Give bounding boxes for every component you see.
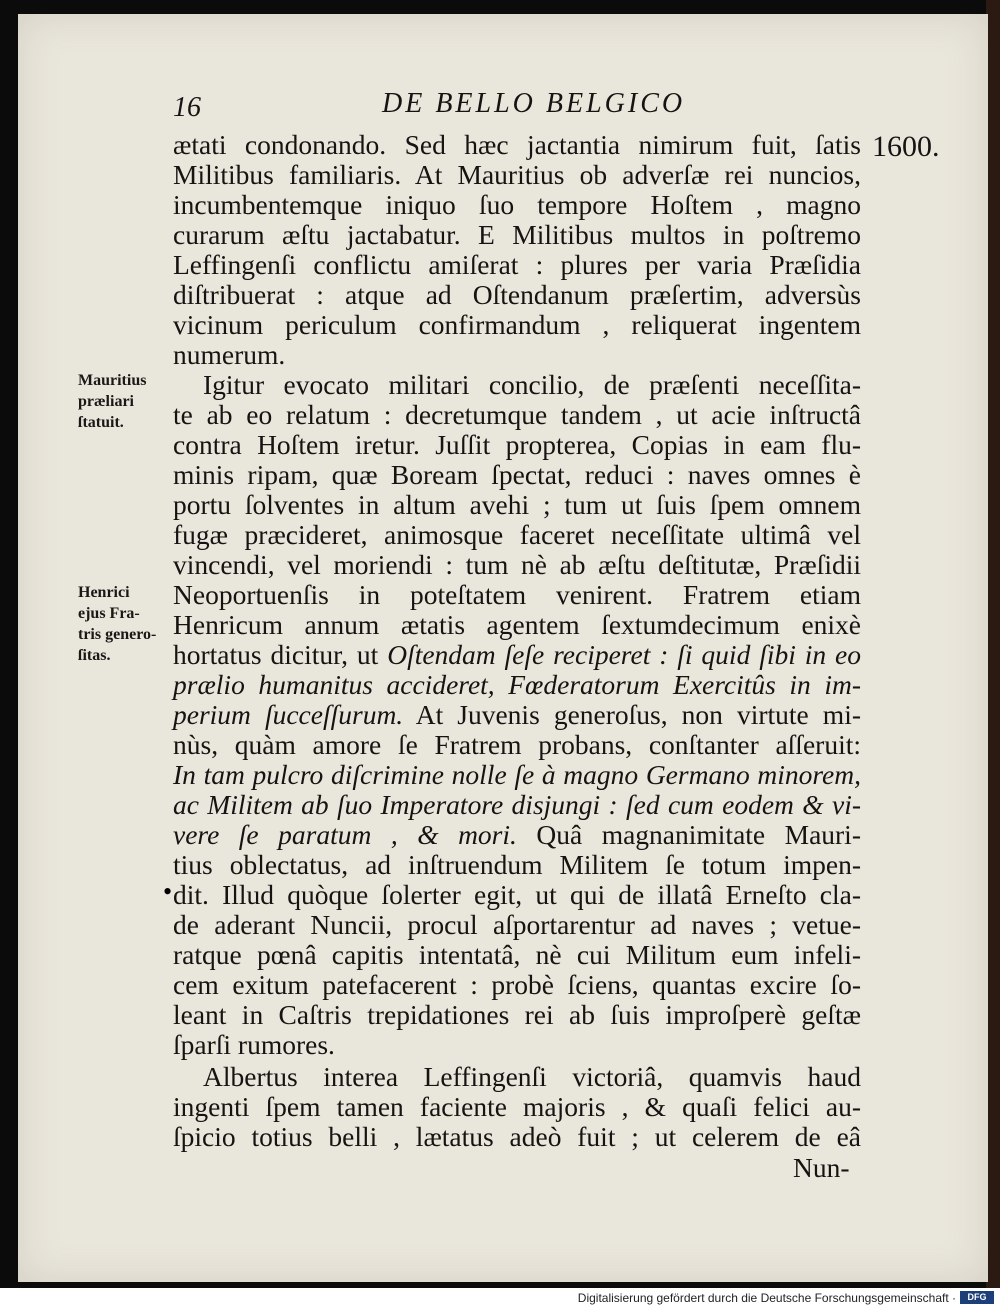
text-line-20 <box>173 700 861 730</box>
text-line-20-roman: At Juvenis generoſus, non virtute mi- <box>403 699 861 730</box>
margin-note-line: Mauritius <box>78 372 147 389</box>
margin-note-line: præliari <box>78 393 134 410</box>
text-line-17: Henricum annum ætatis agentem ſextumdecimum enixè <box>173 609 861 640</box>
text-line-18-italic: Oſtendam ſeſe reciperet : ſi quid ſibi in eo <box>387 639 861 670</box>
margin-note-mauritius <box>78 370 146 433</box>
margin-note-line: ſitas. <box>78 647 111 664</box>
text-line-10: te ab eo relatum : decretumque tandem , ut acie inſtructâ <box>173 399 861 430</box>
margin-note-line: tris genero- <box>78 626 157 643</box>
text-line-15: vincendi, vel moriendi : tum nè ab æſtu deſtitutæ, Præſidii <box>173 549 861 580</box>
text-line-34: ſpicio totius belli , lætatus adeò fuit ; ut celerem de eâ <box>173 1121 861 1152</box>
margin-note-line: ſtatuit. <box>78 414 124 431</box>
footer-bar <box>0 1288 1000 1307</box>
text-line-13: portu ſolventes in altum avehi ; tum ut ſuis ſpem omnem <box>173 489 861 520</box>
text-line-9: Igitur evocato militari concilio, de præſenti neceſſita- <box>203 369 861 400</box>
text-line-31: ſparſi rumores. <box>173 1029 335 1060</box>
text-line-14: fugæ præcideret, animosque faceret neceſſitate ultimâ vel <box>173 519 861 550</box>
text-line-26: dit. Illud quòque ſolerter egit, ut qui de illatâ Erneſto cla- <box>173 879 861 910</box>
margin-note-henrici <box>78 582 156 666</box>
text-line-24-roman: Quâ magnanimitate Mauri- <box>516 819 861 850</box>
text-line-30: leant in Caſtris trepidationes rei ab ſuis improſperè geſtæ <box>173 999 861 1030</box>
text-line-3: incumbentemque iniquo ſuo tempore Hoſtem , magno <box>173 189 861 220</box>
text-line-20-italic: perium ſucceſſurum. <box>173 699 404 730</box>
book-cover-edge <box>986 0 1000 1288</box>
text-line-7: vicinum periculum confirmandum , reliquerat ingentem <box>173 309 861 340</box>
catchword: Nun- <box>793 1152 850 1183</box>
text-line-19: prælio humanitus accideret, Fœderatorum Exercitûs in im- <box>173 669 861 700</box>
text-line-18-roman: hortatus dicitur, ut <box>173 639 388 670</box>
text-line-28: ratque pœnâ capitis intentatâ, nè cui Militum eum infeli- <box>173 939 861 970</box>
text-line-5: Leffingenſi conflictu amiſerat : plures per varia Præſidia <box>173 249 861 280</box>
text-line-23: ac Militem ab ſuo Imperatore disjungi : ſed cum eodem & vi- <box>173 789 861 820</box>
text-line-29: cem exitum patefacerent : probè ſciens, quantas excire ſo- <box>173 969 861 1000</box>
text-line-8: numerum. <box>173 339 286 370</box>
margin-note-line: Henrici <box>78 584 130 601</box>
text-line-16: Neoportuenſis in poteſtatem venirent. Fratrem etiam <box>173 579 861 610</box>
text-line-11: contra Hoſtem iretur. Juſſit propterea, Copias in eam flu- <box>173 429 861 460</box>
text-line-25: tius oblectatus, ad inſtruendum Militem ſe totum impen- <box>173 849 861 880</box>
text-line-1: ætati condonando. Sed hæc jactantia nimirum fuit, ſatis <box>173 129 861 160</box>
text-line-12: minis ripam, quæ Boream ſpectat, reduci : naves omnes è <box>173 459 861 490</box>
text-line-4: curarum æſtu jactabatur. E Militibus multos in poſtremo <box>173 219 861 250</box>
text-line-32: Albertus interea Leffingenſi victoriâ, quamvis haud <box>203 1061 861 1092</box>
text-line-27: de aderant Nuncii, procul aſportarentur ad naves ; vetue- <box>173 909 861 940</box>
text-line-24 <box>173 820 861 850</box>
bullet-mark: • <box>163 877 173 906</box>
text-line-18 <box>173 640 861 670</box>
dfg-logo: DFG <box>960 1291 994 1304</box>
page-number: 16 <box>173 92 201 123</box>
text-line-6: diſtribuerat : atque ad Oſtendanum præſertim, adversùs <box>173 279 861 310</box>
footer-credit: Digitalisierung gefördert durch die Deutsche Forschungsgemeinschaft · <box>577 1291 956 1305</box>
text-line-21: nùs, quàm amore ſe Fratrem probans, conſtanter aſſeruit: <box>173 729 861 760</box>
margin-note-line: ejus Fra- <box>78 605 140 622</box>
text-line-2: Militibus familiaris. At Mauritius ob adverſæ rei nuncios, <box>173 159 861 190</box>
running-head: DE BELLO BELGICO <box>382 88 686 119</box>
year-marginal: 1600. <box>872 130 940 163</box>
text-line-22: In tam pulcro diſcrimine nolle ſe à magno Germano minorem, <box>173 759 861 790</box>
text-line-24-italic: vere ſe paratum , & mori. <box>173 819 517 850</box>
text-line-33: ingenti ſpem tamen faciente majoris , & quaſi felici au- <box>173 1091 861 1122</box>
